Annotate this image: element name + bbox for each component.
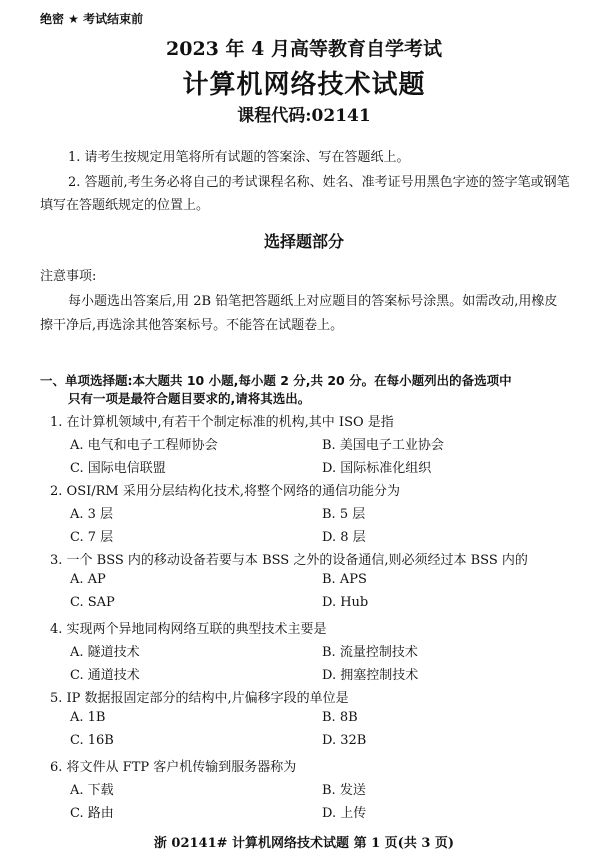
notes-heading: 注意事项: — [40, 269, 97, 284]
exam-title: 2023 年 4 月高等教育自学考试 — [166, 38, 442, 60]
question-stem: 2. OSI/RM 采用分层结构化技术,将整个网络的通信功能分为 — [50, 484, 400, 499]
option-a: A. 下载 — [70, 783, 114, 798]
option-a: A. 1B — [70, 710, 106, 725]
option-d: D. Hub — [322, 595, 369, 610]
option-d: D. 国际标准化组织 — [322, 461, 432, 476]
option-d: D. 拥塞控制技术 — [322, 668, 419, 683]
course-code: 课程代码:02141 — [237, 106, 371, 126]
part-heading-continued: 只有一项是最符合题目要求的,请将其选出。 — [68, 391, 311, 406]
question-stem: 6. 将文件从 FTP 客户机传输到服务器称为 — [50, 760, 297, 775]
notes-line-2: 擦干净后,再选涂其他答案标号。不能答在试题卷上。 — [40, 318, 344, 333]
option-c: C. 通道技术 — [70, 668, 140, 683]
option-a: A. 电气和电子工程师协会 — [70, 438, 218, 453]
option-b: B. APS — [322, 572, 367, 587]
option-c: C. 16B — [70, 733, 114, 748]
option-b: B. 5 层 — [322, 507, 366, 522]
section-title: 选择题部分 — [263, 232, 344, 251]
instruction-2: 2. 答题前,考生务必将自己的考试课程名称、姓名、准考证号用黑色字迹的签字笔或钢笔 — [68, 175, 570, 190]
option-b: B. 流量控制技术 — [322, 645, 418, 660]
page-footer: 浙 02141# 计算机网络技术试题 第 1 页(共 3 页) — [153, 836, 455, 851]
option-a: A. 3 层 — [70, 507, 114, 522]
option-d: D. 32B — [322, 733, 367, 748]
option-a: A. AP — [70, 572, 106, 587]
notes-line-1: 每小题选出答案后,用 2B 铅笔把答题纸上对应题目的答案标号涂黑。如需改动,用橡皮 — [68, 294, 558, 309]
option-c: C. 7 层 — [70, 530, 114, 545]
confidential-label: 绝密 ★ 考试结束前 — [40, 12, 144, 26]
option-b: B. 发送 — [322, 783, 366, 798]
option-a: A. 隧道技术 — [70, 645, 140, 660]
instruction-2-continued: 填写在答题纸规定的位置上。 — [40, 198, 210, 213]
option-c: C. SAP — [70, 595, 115, 610]
option-c: C. 国际电信联盟 — [70, 461, 166, 476]
question-stem: 3. 一个 BSS 内的移动设备若要与本 BSS 之外的设备通信,则必须经过本 BSS 内的 — [50, 553, 528, 568]
option-c: C. 路由 — [70, 806, 114, 821]
question-stem: 1. 在计算机领域中,有若干个制定标准的机构,其中 ISO 是指 — [50, 415, 394, 430]
instruction-1: 1. 请考生按规定用笔将所有试题的答案涂、写在答题纸上。 — [68, 150, 410, 165]
paper-title: 计算机网络技术试题 — [182, 70, 426, 100]
option-b: B. 8B — [322, 710, 358, 725]
option-b: B. 美国电子工业协会 — [322, 438, 444, 453]
option-d: D. 8 层 — [322, 530, 366, 545]
option-d: D. 上传 — [322, 806, 367, 821]
question-stem: 4. 实现两个异地同构网络互联的典型技术主要是 — [50, 622, 327, 637]
part-heading: 一、单项选择题:本大题共 10 小题,每小题 2 分,共 20 分。在每小题列出的备选项中 — [40, 373, 512, 388]
question-stem: 5. IP 数据报固定部分的结构中,片偏移字段的单位是 — [50, 691, 349, 706]
